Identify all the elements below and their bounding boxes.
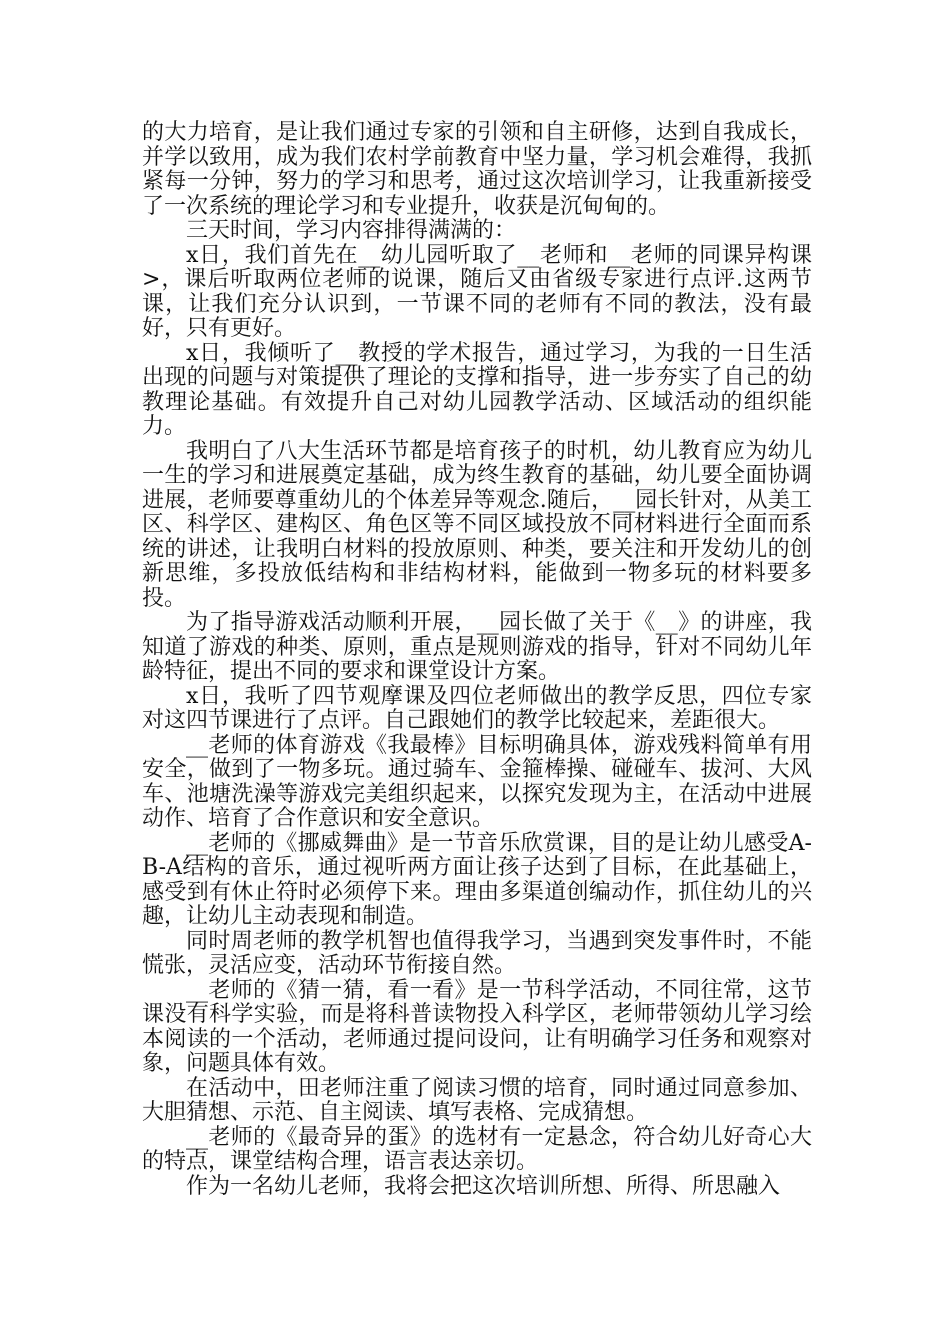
paragraph: 在活动中，田老师注重了阅读习惯的培育，同时通过同意参加、大胆猜想、示范、自主阅读、填写表格、完成猜想。 — [142, 1075, 812, 1125]
paragraph: 同时周老师的教学机智也值得我学习，当遇到突发事件时，不能慌张，灵活应变，活动环节衔接自然。 — [142, 928, 812, 978]
paragraph: __老师的《挪威舞曲》是一节音乐欣赏课，目的是让幼儿感受A-B-A结构的音乐，通过视听两方面让孩子达到了目标，在此基础上，感受到有休止符时必须停下来。理由多渠道创编动作，抓住幼儿的兴趣，让幼儿主动表现和制造。 — [142, 830, 812, 929]
document-body — [142, 121, 812, 1199]
paragraph: x日，我倾听了__教授的学术报告，通过学习，为我的一日生活出现的问题与对策提供了理论的支撑和指导，进一步夯实了自己的幼教理论基础。有效提升自己对幼儿园教学活动、区域活动的组织能力。 — [142, 340, 812, 439]
paragraph: __老师的《最奇异的蛋》的选材有一定悬念，符合幼儿好奇心大的特点，课堂结构合理，语言表达亲切。 — [142, 1124, 812, 1174]
paragraph: x日，我们首先在__幼儿园听取了__老师和__老师的同课异构课>，课后听取两位老师的说课，随后又由省级专家进行点评.这两节课，让我们充分认识到，一节课不同的老师有不同的教法，没有最好，只有更好。 — [142, 242, 812, 341]
paragraph: 为了指导游戏活动顺利开展，__园长做了关于《__》的讲座，我知道了游戏的种类、原则，重点是规则游戏的指导，针对不同幼儿年龄特征，提出不同的要求和课堂设计方案。 — [142, 610, 812, 684]
paragraph: __老师的《猜一猜，看一看》是一节科学活动，不同往常，这节课没有科学实验，而是将科普读物投入科学区，老师带领幼儿学习绘本阅读的一个活动，老师通过提问设问，让有明确学习任务和观察对象，问题具体有效。 — [142, 977, 812, 1076]
paragraph: 三天时间，学习内容排得满满的： — [186, 218, 517, 243]
paragraph: 我明白了八大生活环节都是培育孩子的时机，幼儿教育应为幼儿一生的学习和进展奠定基础，成为终生教育的基础，幼儿要全面协调进展，老师要尊重幼儿的个体差异等观念.随后，__园长针对，从美工区、科学区、建构区、角色区等不同区域投放不同材料进行全面而系统的讲述，让我明白材料的投放原则、种类，要关注和开发幼儿的创新思维，多投放低结构和非结构材料，能做到一物多玩的材料要多投。 — [142, 438, 812, 611]
paragraph: 作为一名幼儿老师，我将会把这次培训所想、所得、所思融入 — [186, 1173, 781, 1199]
paragraph: __老师的体育游戏《我最棒》目标明确具体，游戏残料简单有用安全，做到了一物多玩。通过骑车、金箍棒操、碰碰车、拔河、大风车、池塘洗澡等游戏完美组织起来，以探究发现为主，在活动中进展动作、培育了合作意识和安全意识。 — [142, 732, 812, 831]
paragraph: 的大力培育，是让我们通过专家的引领和自主研修，达到自我成长，并学以致用，成为我们农村学前教育中坚力量，学习机会难得，我抓紧每一分钟，努力的学习和思考，通过这次培训学习，让我重新接受了一次系统的理论学习和专业提升，收获是沉甸甸的。 — [142, 120, 812, 219]
paragraph: x日，我听了四节观摩课及四位老师做出的教学反思，四位专家对这四节课进行了点评。自己跟她们的教学比较起来，差距很大。 — [142, 683, 812, 733]
